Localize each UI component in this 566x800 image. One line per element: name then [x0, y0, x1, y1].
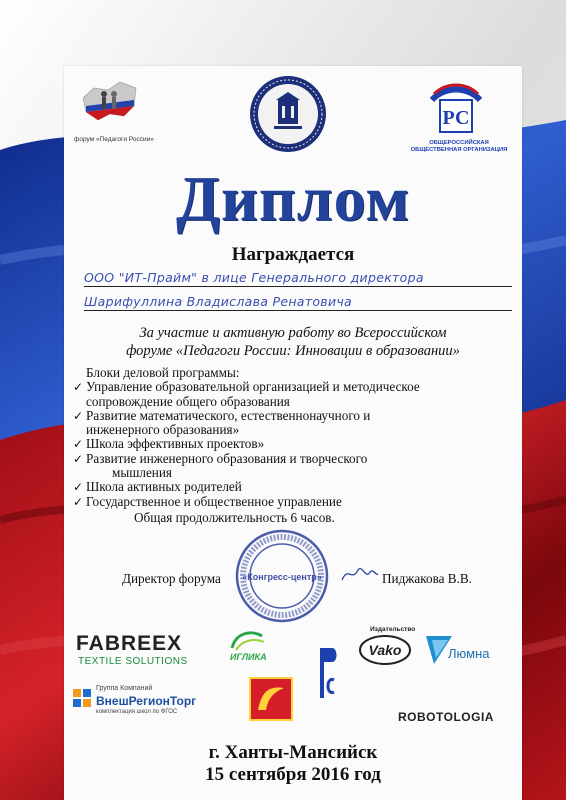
org-logo-mark: РС: [442, 107, 470, 129]
check-icon: ✓: [73, 380, 84, 395]
sponsor-vneshregion-group: Группа Компаний: [96, 685, 153, 692]
diploma-title: Диплом: [175, 163, 411, 234]
sponsor-izdatelstvo: Издательство: [370, 626, 416, 633]
list-item: ✓ Школа эффективных проектов»: [73, 436, 265, 452]
stamp-icon: [234, 528, 330, 624]
recipient-underline-2: [84, 310, 512, 311]
stamp-center-text: «Конгресс-центр»: [242, 572, 322, 582]
forum-logo-label: форум «Педагоги России»: [74, 136, 154, 143]
city: г. Ханты-Мансийск: [208, 742, 378, 763]
sponsor-lyumna: Люмна: [448, 646, 490, 661]
list-item-cont: мышления: [112, 465, 172, 481]
list-item: ✓ Школа активных родителей: [73, 479, 242, 495]
signature-scribble-icon: [340, 562, 380, 586]
signature-title: Директор форума: [122, 571, 221, 586]
check-icon: ✓: [73, 451, 84, 466]
academy-seal-icon: [248, 74, 328, 154]
rs-logo-icon: [316, 646, 338, 700]
awarded-heading: Награждается: [231, 244, 355, 265]
signature-name: Пиджакова В.В.: [382, 571, 472, 586]
list-item: ✓ Управление образовательной организацией и методическое: [73, 379, 420, 395]
org-logo-label-1: ОБЩЕРОССИЙСКАЯ: [429, 140, 489, 146]
recipient-underline-1: [84, 286, 512, 287]
program-blocks: [72, 366, 512, 509]
list-item: ✓ Государственное и общественное управление: [73, 493, 342, 509]
check-icon: ✓: [73, 480, 84, 495]
forum-logo-icon: [80, 76, 140, 128]
check-icon: ✓: [73, 437, 84, 452]
check-icon: ✓: [73, 408, 84, 423]
check-icon: ✓: [73, 494, 84, 509]
org-logo-label-2: ОБЩЕСТВЕННАЯ ОРГАНИЗАЦИЯ: [410, 147, 508, 153]
date: 15 сентября 2016 год: [205, 764, 381, 785]
red-book-logo-icon: [248, 676, 294, 722]
list-item-cont: сопровождение общего образования: [86, 393, 290, 409]
sponsor-iglika: ИГЛИКА: [230, 652, 267, 662]
duration-text: Общая продолжительность 6 часов.: [134, 510, 335, 525]
sponsor-fabreex: FABREEX: [76, 632, 183, 655]
reason-line-1: За участие и активную работу во Всероссийском: [139, 325, 447, 341]
recipient-line-2: Шарифуллина Владислава Ренатовича: [84, 294, 353, 309]
sponsor-vako: Vako: [368, 642, 402, 658]
award-reason: [64, 324, 522, 360]
blocks-heading: Блоки деловой программы:: [86, 365, 240, 380]
recipient-line-1: ООО "ИТ-Прайм" в лице Генерального директора: [84, 270, 424, 285]
sponsor-fabreex-sub: TEXTILE SOLUTIONS: [78, 656, 188, 667]
vneshregion-logo-icon: [72, 688, 92, 708]
location-date: [64, 742, 522, 786]
sponsor-vneshregion: ВнешРегионТорг: [96, 694, 197, 708]
reason-line-2: форуме «Педагоги России: Инновации в образовании»: [126, 343, 460, 359]
list-item: ✓ Развитие математического, естественнонаучного и: [73, 407, 371, 423]
sponsor-robotologia: ROBOTOLOGIA: [398, 710, 494, 724]
vako-logo-icon: [358, 634, 412, 666]
list-item: ✓ Развитие инженерного образования и творческого: [73, 450, 368, 466]
org-logo-icon: [426, 80, 486, 136]
sponsor-vneshregion-sub: комплектация школ по ФГОС: [96, 709, 178, 715]
diploma-sheet: [64, 66, 522, 800]
list-item-cont: инженерного образования»: [86, 422, 240, 438]
